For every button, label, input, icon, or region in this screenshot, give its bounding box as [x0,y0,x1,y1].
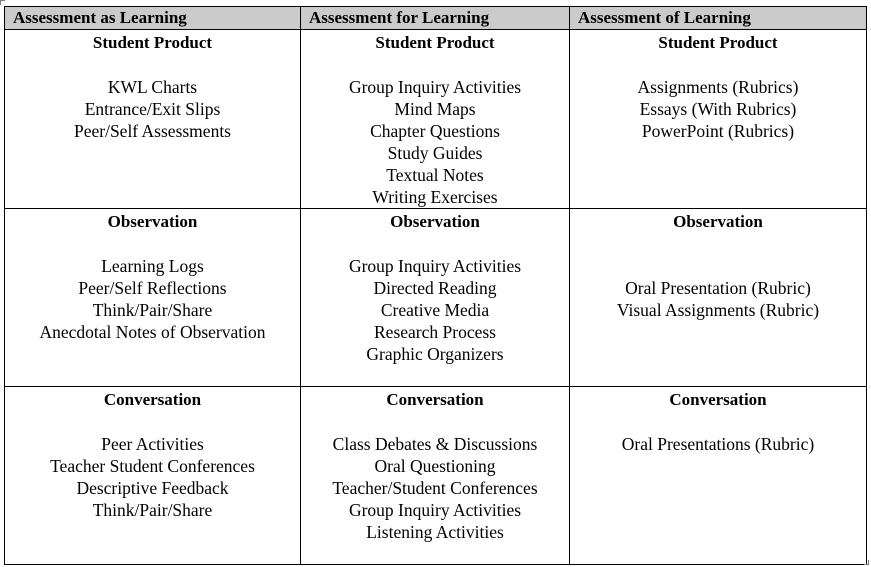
cell-spacer [305,54,565,76]
table-cell-for-learning [301,30,570,209]
header-row [5,7,867,30]
page-corner-mark-bottom [864,560,869,565]
cell-heading: Student Product [375,33,495,52]
list-item: Listening Activities [366,522,504,542]
list-item: Oral Presentations (Rubric) [621,434,815,454]
table-cell-for-learning [301,209,570,387]
list-item: Oral Presentation (Rubric) [625,278,811,298]
list-item: Oral Questioning [374,456,496,476]
list-item: Teacher/Student Conferences [332,478,538,498]
cell-spacer [9,233,296,255]
list-item: Essays (With Rubrics) [639,99,797,119]
cell-item-list [574,76,862,142]
table-cell-of-learning [570,30,867,209]
list-item: Think/Pair/Share [92,300,213,320]
cell-item-list [305,255,565,365]
table-row [5,209,867,387]
table-cell-of-learning [570,387,867,565]
list-item: KWL Charts [107,77,198,97]
table-cell-for-learning [301,387,570,565]
list-item: Mind Maps [394,99,476,119]
cell-heading: Conversation [103,390,202,409]
list-item: Descriptive Feedback [76,478,229,498]
header-assessment-for-learning: Assessment for Learning [301,7,570,30]
header-assessment-of-learning: Assessment of Learning [570,7,867,30]
cell-item-list [305,433,565,543]
cell-heading: Student Product [658,33,778,52]
list-item: Writing Exercises [372,187,498,207]
cell-heading: Conversation [669,390,767,409]
cell-heading: Observation [390,212,480,231]
cell-item-list [574,277,862,321]
cell-spacer [9,54,296,76]
list-item: Peer Activities [101,434,204,454]
list-item: Anecdotal Notes of Observation [39,322,266,342]
list-item: PowerPoint (Rubrics) [641,121,795,141]
cell-spacer [574,54,862,76]
list-item: Visual Assignments (Rubric) [616,300,820,320]
cell-heading: Conversation [386,390,484,409]
list-item: Research Process [374,322,496,342]
page-corner-mark [0,0,5,5]
cell-item-list [9,433,296,521]
cell-item-list [9,76,296,142]
cell-item-list [574,433,862,455]
table-row [5,30,867,209]
list-item: Entrance/Exit Slips [84,99,221,119]
list-item: Learning Logs [101,256,204,276]
list-item: Think/Pair/Share [92,500,213,520]
list-item: Teacher Student Conferences [50,456,255,476]
list-item: Peer/Self Reflections [78,278,227,298]
cell-spacer [305,233,565,255]
list-item: Graphic Organizers [366,344,504,364]
cell-heading: Observation [673,212,763,231]
table-cell-of-learning [570,209,867,387]
cell-spacer [574,411,862,433]
list-item: Group Inquiry Activities [348,256,522,276]
cell-spacer [574,255,862,277]
header-assessment-as-learning: Assessment as Learning [5,7,301,30]
list-item: Directed Reading [373,278,497,298]
list-item: Group Inquiry Activities [348,500,522,520]
cell-heading: Observation [107,212,198,231]
assessment-table [4,6,867,565]
cell-item-list [305,76,565,208]
cell-spacer [574,233,862,255]
list-item: Textual Notes [386,165,484,185]
list-item: Study Guides [387,143,483,163]
table-cell-as-learning [5,387,301,565]
table-cell-as-learning [5,30,301,209]
cell-spacer [305,411,565,433]
list-item: Assignments (Rubrics) [637,77,799,97]
list-item: Creative Media [380,300,490,320]
list-item: Peer/Self Assessments [73,121,231,141]
table-cell-as-learning [5,209,301,387]
cell-spacer [9,411,296,433]
list-item: Group Inquiry Activities [348,77,522,97]
cell-heading: Student Product [92,33,213,52]
cell-item-list [9,255,296,343]
list-item: Chapter Questions [370,121,500,141]
list-item: Class Debates & Discussions [332,434,538,454]
table-row [5,387,867,565]
